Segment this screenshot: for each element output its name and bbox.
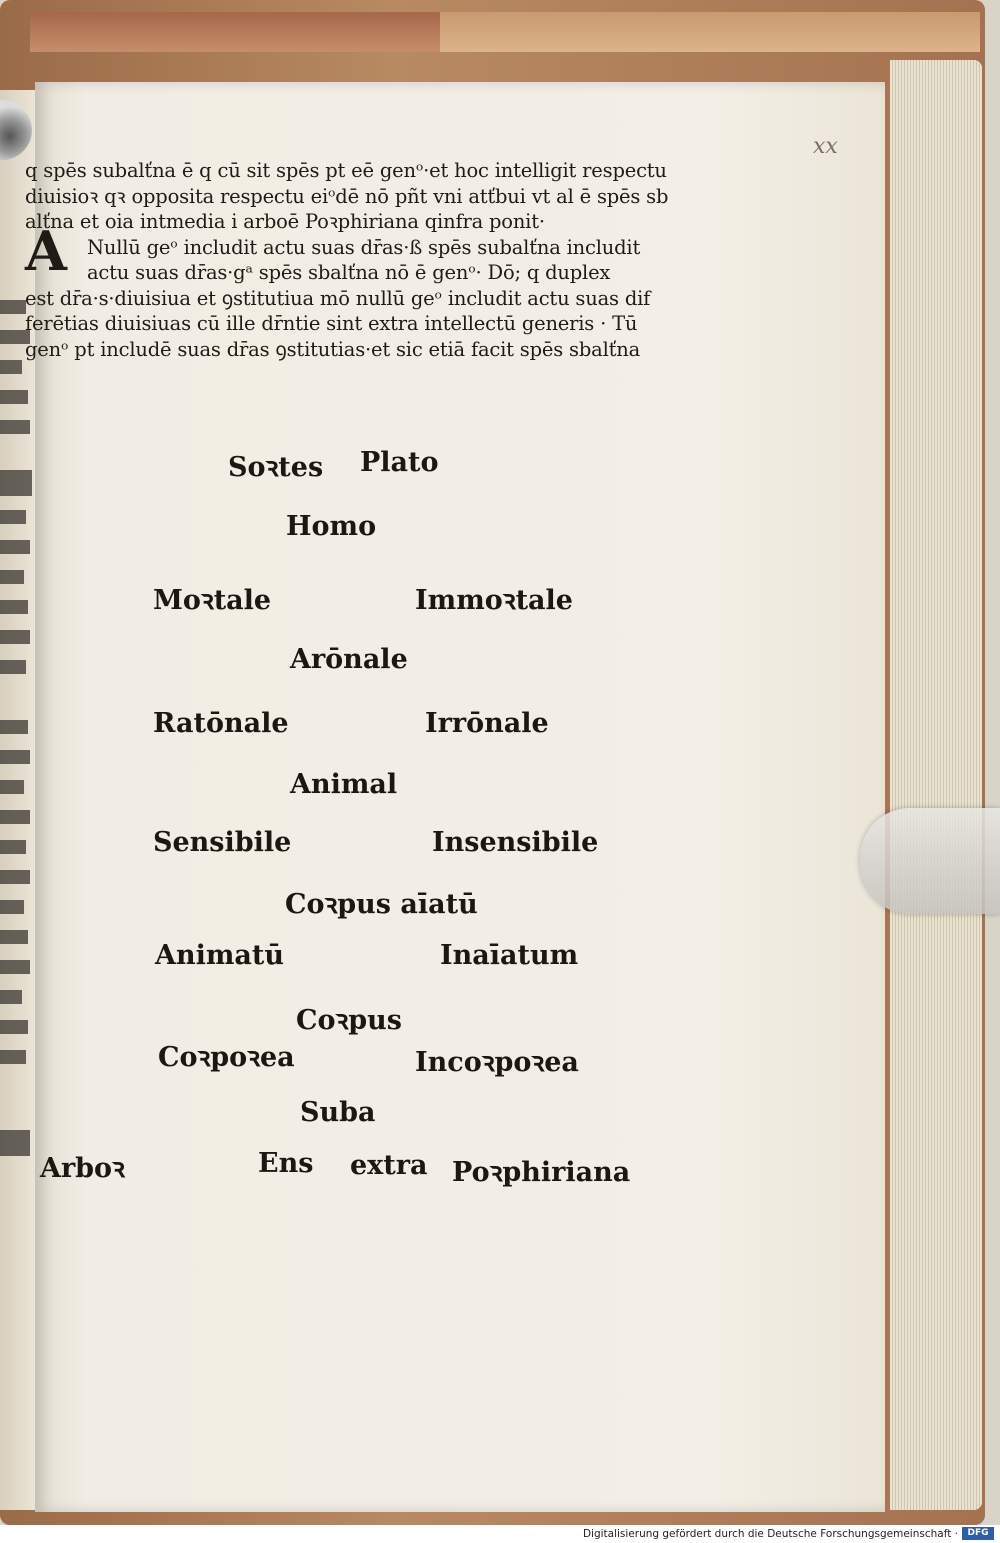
tree-node-immortale: Immoꝛtale <box>415 585 573 616</box>
bleed-text-line <box>0 930 28 944</box>
bleed-text-line <box>0 630 30 644</box>
tree-node-inanimatum: Inaīatum <box>440 940 579 971</box>
bleed-text-line <box>0 660 26 674</box>
page-fore-edge <box>890 60 982 1510</box>
tree-node-irrationale: Irrōnale <box>425 708 549 739</box>
bleed-text-line <box>0 750 30 764</box>
cover-band <box>440 12 980 52</box>
tree-node-sensibile: Sensibile <box>153 827 292 858</box>
bleed-text-line <box>0 470 32 496</box>
tree-node-plato: Plato <box>360 447 439 478</box>
text-line: Nullū geᵒ includit actu suas dr̄as·ß spēs subalťna includit <box>87 235 641 259</box>
tree-node-sortes: Soꝛtes <box>228 452 324 483</box>
bleed-text-line <box>0 300 26 314</box>
main-text-block <box>25 158 669 362</box>
page-holder-clamp <box>860 808 1000 914</box>
bleed-text-line <box>0 840 26 854</box>
bleed-text-line <box>0 540 30 554</box>
bleed-text-line <box>0 720 28 734</box>
tree-node-corpus-animatum: Coꝛpus aīatū <box>285 889 478 920</box>
spine-curl <box>0 100 32 160</box>
text-line: diuisioꝛ qꝛ opposita respectu eiᵒdē nō pñt vni atťbui vt al ē spēs sb <box>25 184 669 208</box>
text-line: est dr̄a·s·diuisiua et ꝯstitutiua mō nullū geᵒ includit actu suas dif <box>25 286 651 310</box>
tree-node-ens: Ens <box>258 1148 314 1179</box>
bleed-text-line <box>0 390 28 404</box>
bleed-text-line <box>0 990 22 1004</box>
bleed-text-line <box>0 810 30 824</box>
bleed-text-line <box>0 900 24 914</box>
tree-node-corporea: Coꝛpoꝛea <box>158 1042 295 1073</box>
bleed-text-line <box>0 570 24 584</box>
bleed-text-line <box>0 960 30 974</box>
funding-credit: Digitalisierung gefördert durch die Deutsche Forschungsgemeinschaft · <box>582 1528 958 1540</box>
tree-node-extra: extra <box>350 1150 428 1181</box>
tree-node-homo: Homo <box>286 511 377 542</box>
bleed-text-line <box>0 600 28 614</box>
tree-node-insensibile: Insensibile <box>432 827 599 858</box>
bleed-text-line <box>0 1050 26 1064</box>
text-line: q spēs subalťna ē q cū sit spēs pt eē genᵒ·et hoc intelligit respectu <box>25 159 667 182</box>
tree-node-mortale: Moꝛtale <box>153 585 272 616</box>
tree-node-aronale: Arōnale <box>290 644 408 675</box>
tree-node-rationale: Ratōnale <box>153 708 289 739</box>
bleed-text-line <box>0 1020 28 1034</box>
dfg-logo-icon: DFG <box>962 1527 994 1540</box>
tree-node-animatum: Animatū <box>155 940 285 971</box>
bleed-text-line <box>0 510 26 524</box>
bleed-text-line <box>0 780 24 794</box>
bleed-text-line <box>0 1130 30 1156</box>
tree-node-porphiriana: Poꝛphiriana <box>452 1157 631 1188</box>
footer-bar <box>0 1525 1000 1543</box>
folio-number: xx <box>813 134 838 159</box>
tree-node-incorporea: Incoꝛpoꝛea <box>415 1047 579 1078</box>
tree-node-animal: Animal <box>290 769 398 800</box>
text-line: genᵒ pt includē suas dr̄as ꝯstitutias·et sic etiā facit spēs sbalťna <box>25 337 641 361</box>
text-line: actu suas dr̄as·gᵃ spēs sbalťna nō ē genᵒ· Dō; q duplex <box>87 261 611 284</box>
tree-node-corpus: Coꝛpus <box>296 1005 403 1036</box>
decorated-initial: A <box>25 219 67 283</box>
tree-node-substantia: Suba <box>300 1097 376 1128</box>
bleed-text-line <box>0 870 30 884</box>
bleed-text-line <box>0 360 22 374</box>
tree-node-arbor: Arboꝛ <box>40 1153 125 1184</box>
text-line: alťna et oia intmedia i arboē Poꝛphiriana qinfra ponit· <box>25 210 545 233</box>
text-line: ferētias diuisiuas cū ille dr̄ntie sint extra intellectū generis · Tū <box>25 312 638 335</box>
book-cover-top-edge <box>30 12 980 52</box>
bleed-text-line <box>0 420 30 434</box>
